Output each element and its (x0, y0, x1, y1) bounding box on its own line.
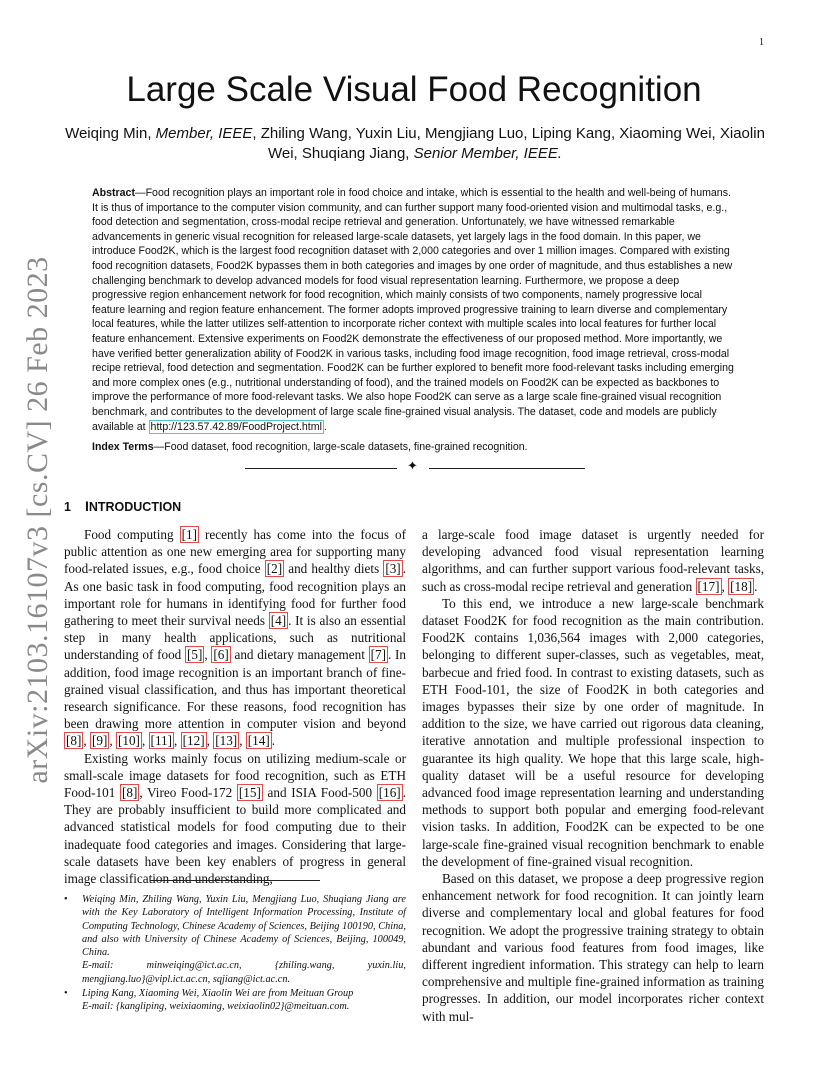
footnote-2-text: Liping Kang, Xiaoming Wei, Xiaolin Wei are from Meituan Group (82, 988, 354, 1000)
authors-line2-a: Wei, Shuqiang Jiang, (267, 145, 414, 162)
body-text: . (271, 733, 276, 749)
footnote-1-email-a: minweiqing@ict.ac.cn, (146, 960, 242, 972)
footnotes (64, 893, 406, 1015)
footnote-1-email-line2: mengjiang.luo}@vipl.ict.ac.cn, sqjiang@ict.ac.cn. (82, 973, 291, 985)
body-text: . (754, 578, 758, 594)
footnote-2-email: E-mail: {kangliping, weixiaoming, weixiaolin02}@meituan.com. (82, 1001, 350, 1013)
body-text: . It is also an essential step in many health applications, such as nutritional understanding of food (64, 613, 407, 663)
body-text: , (206, 733, 214, 749)
body-text: , (721, 578, 729, 594)
citation-link[interactable]: [16] (378, 785, 401, 801)
body-text: . As one basic task in food computing, food recognition plays an important role for humans in identifying food for further food gathering to meet their survival needs (64, 561, 406, 629)
section-first-letter: I (84, 498, 89, 514)
bullet-icon: • (64, 988, 68, 1000)
citation-link[interactable]: [18] (730, 578, 753, 594)
index-terms-label: Index Terms (92, 441, 154, 453)
separator-line-right (429, 468, 585, 469)
section-heading (64, 498, 181, 514)
body-text: , (204, 647, 212, 663)
paper-title: Large Scale Visual Food Recognition (126, 70, 702, 109)
citation-link[interactable]: [9] (91, 733, 108, 749)
right-paragraph-3: Based on this dataset, we propose a deep progressive region enhancement network for food recognition. It can jointly learn diverse and complementary local and global features for food recognition. We adopt the progressive training strategy to obtain abundant and various food features from food images, like different ingredient information. This strategy can help to learn comprehensive and multiple fine-grained information as training progresses. In addition, our model incorporates richer context with mul- (422, 871, 764, 1024)
body-text: and ISIA Food-500 (262, 785, 377, 801)
abstract-label: Abstract (92, 187, 135, 199)
diamond-icon: ✦ (407, 459, 418, 474)
citation-link[interactable]: [5] (186, 647, 203, 663)
footnote-1-email-row (82, 959, 406, 972)
body-text: and dietary management (230, 647, 369, 663)
left-column (64, 526, 406, 887)
right-column (422, 526, 764, 1025)
citation-link[interactable]: [17] (697, 578, 720, 594)
citation-link[interactable]: [6] (213, 647, 229, 663)
citation-link[interactable]: [8] (66, 733, 82, 749)
body-text: recently has come into the focus of public attention as one new emerging area for supporting many food-related issues, e.g., food choice (64, 527, 406, 577)
citation-link[interactable]: [12] (182, 733, 205, 749)
right-paragraph-2: To this end, we introduce a new large-scale benchmark dataset Food2K for food recognition as the main contribution. Food2K contains 1,036,564 images with 2,000 categories, belonging to different super-classes, such as vegetables, meat, barbecue and fried food. In contrast to existing datasets, such as ETH Food-101, the size of Food2K in both categories and images bypasses their size by one order of magnitude. In addition to the size, we have carried out rigorous data cleaning, iterative annotation and multiple professional inspection to guarantee its high quality. We hope that this large scale, high-quality dataset will be a useful resource for developing advanced food image representation learning and understanding methods to support both popular and emerging food-relevant vision tasks. In addition, Food2K can be expected to be one large-scale fine-grained visual recognition benchmark to enable the development of fine-grained visual recognition. (422, 595, 764, 869)
body-text: , (83, 733, 90, 749)
body-text: , (239, 733, 246, 749)
section-separator (245, 461, 585, 475)
arxiv-stamp: arXiv:2103.16107v3 [cs.CV] 26 Feb 2023 (21, 256, 54, 784)
citation-link[interactable]: [10] (117, 733, 140, 749)
footnote-2 (64, 987, 406, 1014)
footnote-1-email-b: {zhiling.wang, (274, 960, 335, 972)
citation-link[interactable]: [4] (270, 613, 287, 629)
authors-line2-b: Senior Member, IEEE. (413, 145, 563, 162)
footnote-rule (150, 880, 320, 881)
body-text: , Vireo Food-172 (139, 785, 237, 801)
right-paragraph-1 (422, 526, 764, 595)
authors-line1-b: Member, IEEE (155, 125, 253, 142)
citation-link[interactable]: [8] (121, 785, 138, 801)
abstract (92, 186, 736, 434)
body-text: a large-scale food image dataset is urgently needed for developing advanced food visual representation learning algorithms, and can further support various food-relevant tasks, such as cross-modal recipe retrieval and generation (422, 527, 764, 594)
abstract-end: . (323, 420, 327, 433)
index-terms-text: —Food dataset, food recognition, large-scale datasets, fine-grained recognition. (153, 441, 528, 453)
body-text: , (141, 733, 149, 749)
citation-link[interactable]: [3] (385, 561, 401, 577)
body-text: . They are probably insufficient to build more complicated and advanced statistical models for food computing due to their inadequate food categories and images. Considering that large-scale datasets have been key enablers of progress in general image classification and understanding, (64, 785, 406, 887)
citation-link[interactable]: [1] (181, 527, 197, 542)
body-text: , (174, 733, 181, 749)
body-text: and healthy diets (284, 561, 384, 577)
author-list (62, 124, 768, 164)
separator-line-left (245, 468, 397, 469)
footnote-1 (64, 893, 406, 986)
footnote-1-email-c: yuxin.liu, (367, 960, 406, 972)
footnote-1-text: Weiqing Min, Zhiling Wang, Yuxin Liu, Mengjiang Luo, Shuqiang Jiang are with the Key Laboratory of Intelligent Information Processing, Institute of Computing Technology, Chinese Academy of Sciences, Beijing 100190, China, and also with University of Chinese Academy of Sciences, Beijing, 100049, China. (82, 894, 406, 959)
body-text: , (109, 733, 116, 749)
citation-link[interactable]: [14] (247, 733, 270, 749)
authors-line1-c: , Zhiling Wang, Yuxin Liu, Mengjiang Luo, Liping Kang, Xiaoming Wei, Xiaolin (252, 125, 765, 142)
footnote-1-email-label: E-mail: (82, 960, 114, 972)
body-text: Food computing (84, 527, 180, 542)
citation-link[interactable]: [2] (266, 561, 283, 577)
body-text: . In addition, food image recognition is an important branch of fine-grained visual classification, and thus has important theoretical research significance. For these reasons, food recognition has been drawing more attention in computer vision and beyond (64, 647, 406, 732)
section-number: 1 (64, 500, 71, 514)
project-link[interactable]: http://123.57.42.89/FoodProject.html (150, 420, 322, 433)
body-text: Existing works mainly focus on utilizing medium-scale or small-scale image datasets for food recognition, such as ETH Food-101 (64, 750, 406, 801)
abstract-text: —Food recognition plays an important role in food choice and intake, which is essential to the health and well-being of humans. It is thus of importance to the computer vision community, and can further support many food-oriented vision and multimodal tasks, e.g., food detection and segmentation, cross-modal recipe retrieval and generation. Unfortunately, we have witnessed remarkable advancements in generic visual recognition for released large-scale datasets, yet largely lags in the food domain. In this paper, we introduce Food2K, which is the largest food recognition dataset with 2,000 categories and over 1 million images. Compared with existing food recognition datasets, Food2K bypasses them in both categories and images by one order of magnitude, and thus establishes a new challenging benchmark to develop advanced models for food visual representation learning. Furthermore, we propose a deep progressive region enhancement network for food recognition, which mainly consists of two components, namely progressive local feature learning and region feature enhancement. The former adopts improved progressive training to learn diverse and complementary local features, while the latter utilizes self-attention to incorporate richer context with multiple scales into local features for further local feature enhancement. Extensive experiments on Food2K demonstrate the effectiveness of our proposed method. More importantly, we have verified better generalization ability of Food2K in various tasks, including food image recognition, food image retrieval, cross-modal recipe retrieval, food detection and segmentation. Food2K can be further explored to benefit more food-relevant tasks including emerging and more complex ones (e.g., nutritional understanding of food), and the trained models on Food2K can be expected as backbones to improve the performance of more food-relevant tasks. We also hope Food2K can serve as a large scale fine-grained visual recognition benchmark, and contributes to the development of large scale fine-grained visual analysis. The dataset, code and models are publicly available at (92, 187, 734, 433)
citation-link[interactable]: [13] (215, 733, 238, 749)
section-title-rest: NTRODUCTION (88, 500, 182, 514)
left-paragraph-2 (64, 750, 406, 888)
index-terms (92, 440, 736, 454)
citation-link[interactable]: [15] (238, 785, 261, 801)
authors-line1-a: Weiqing Min, (65, 125, 156, 142)
citation-link[interactable]: [11] (150, 733, 173, 749)
citation-link[interactable]: [7] (370, 647, 386, 663)
left-paragraph-1 (64, 526, 406, 750)
bullet-icon: • (64, 894, 68, 905)
page-number: 1 (759, 37, 764, 48)
